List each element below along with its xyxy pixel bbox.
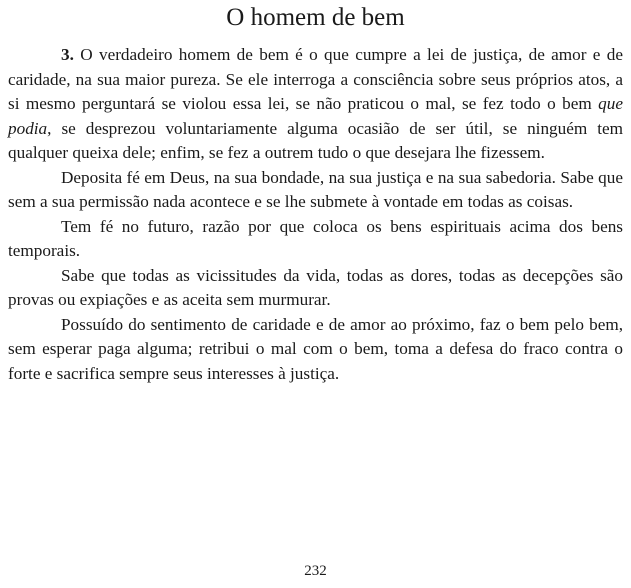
- paragraph-1: [8, 43, 623, 166]
- page-title: O homem de bem: [226, 4, 405, 31]
- paragraph-1-emphasis: que podia: [8, 94, 623, 138]
- paragraph-2: Deposita fé em Deus, na sua bondade, na sua justiça e na sua sabedoria. Sabe que sem a sua permissão nada acontece e se lhe submete à vontade em todas as coisas.: [8, 167, 623, 211]
- paragraph-3: Tem fé no futuro, razão por que coloca os bens espirituais acima dos bens temporais.: [8, 216, 623, 260]
- item-number: 3.: [61, 45, 74, 64]
- page-number: 232: [304, 563, 327, 579]
- paragraph-5: Possuído do sentimento de caridade e de amor ao próximo, faz o bem pelo bem, sem esperar paga alguma; retribui o mal com o bem, toma a defesa do fraco contra o forte e sacrifica sempre seus interesses à justiça.: [8, 314, 623, 383]
- paragraph-1-text-before: O verdadeiro homem de bem é o que cumpre a lei de justiça, de amor e de caridade, na sua maior pureza. Se ele interroga a consciência sobre seus próprios atos, a si mesmo perguntará se violou essa lei, se não praticou o mal, se fez todo o bem: [8, 45, 623, 113]
- paragraph-4: Sabe que todas as vicissitudes da vida, todas as dores, todas as decepções são provas ou expiações e as aceita sem murmurar.: [8, 265, 623, 309]
- paragraph-1-text-after: , se desprezou voluntariamente alguma ocasião de ser útil, se ninguém tem qualquer queixa dele; enfim, se fez a outrem tudo o que desejara lhe fizessem.: [8, 118, 623, 162]
- body-text: [8, 43, 623, 386]
